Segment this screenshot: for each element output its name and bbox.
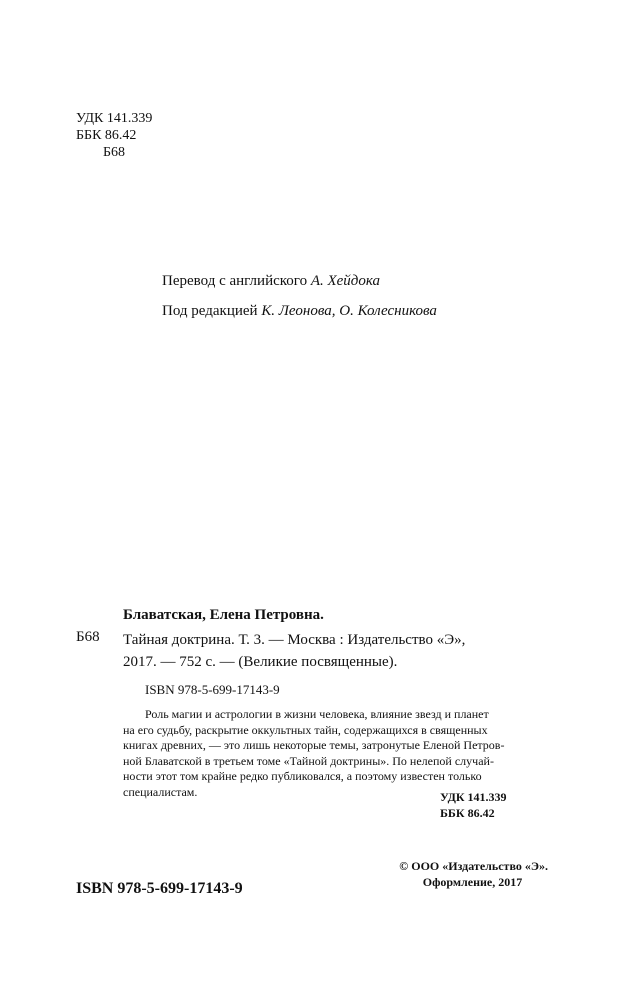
catalog-classification bbox=[440, 790, 544, 821]
annotation-line: Роль магии и астрологии в жизни человека, влияние звезд и планет bbox=[145, 707, 489, 721]
footer-isbn: ISBN 978-5-699-17143-9 bbox=[76, 880, 243, 897]
translator-name: А. Хейдока bbox=[310, 273, 381, 289]
catalog-bbk: ББК 86.42 bbox=[440, 805, 495, 820]
catalog-isbn: ISBN 978-5-699-17143-9 bbox=[145, 682, 280, 697]
catalog-author: Блаватская, Елена Петровна. bbox=[123, 607, 324, 623]
editing-prefix: Под редакцией bbox=[162, 303, 262, 319]
annotation bbox=[123, 707, 543, 800]
translation-credit bbox=[162, 273, 380, 290]
bbk-code: ББК 86.42 bbox=[76, 128, 137, 143]
annotation-line: ной Блаватской в третьем томе «Тайной доктрины». По нелепой случай- bbox=[123, 753, 494, 768]
udk-code: УДК 141.339 bbox=[76, 111, 153, 126]
copyright-block bbox=[383, 859, 548, 890]
annotation-line: ности этот том крайне редко публиковался, а поэтому известен только bbox=[123, 769, 482, 783]
author-mark: Б68 bbox=[103, 145, 126, 160]
catalog-udk: УДК 141.339 bbox=[440, 790, 507, 804]
biblio-line-2: 2017. — 752 с. — (Великие посвященные). bbox=[123, 654, 398, 670]
bibliographic-description bbox=[123, 629, 465, 673]
translation-prefix: Перевод с английского bbox=[162, 273, 311, 289]
design-credit: Оформление, 2017 bbox=[422, 874, 523, 889]
annotation-line: специалистам. bbox=[123, 784, 198, 799]
catalog-author-mark: Б68 bbox=[76, 629, 100, 645]
editor-names: К. Леонова, О. Колесникова bbox=[261, 303, 437, 319]
copyright-line: © ООО «Издательство «Э». bbox=[399, 859, 548, 873]
annotation-line: книгах древних, — это лишь некоторые темы, затронутые Еленой Петров- bbox=[123, 738, 505, 752]
biblio-line-1: Тайная доктрина. Т. 3. — Москва : Издательство «Э», bbox=[123, 632, 466, 648]
annotation-line: на его судьбу, раскрытие оккультных тайн, содержащихся в священных bbox=[123, 722, 488, 737]
editing-credit bbox=[162, 303, 437, 320]
classification-block bbox=[76, 110, 152, 161]
